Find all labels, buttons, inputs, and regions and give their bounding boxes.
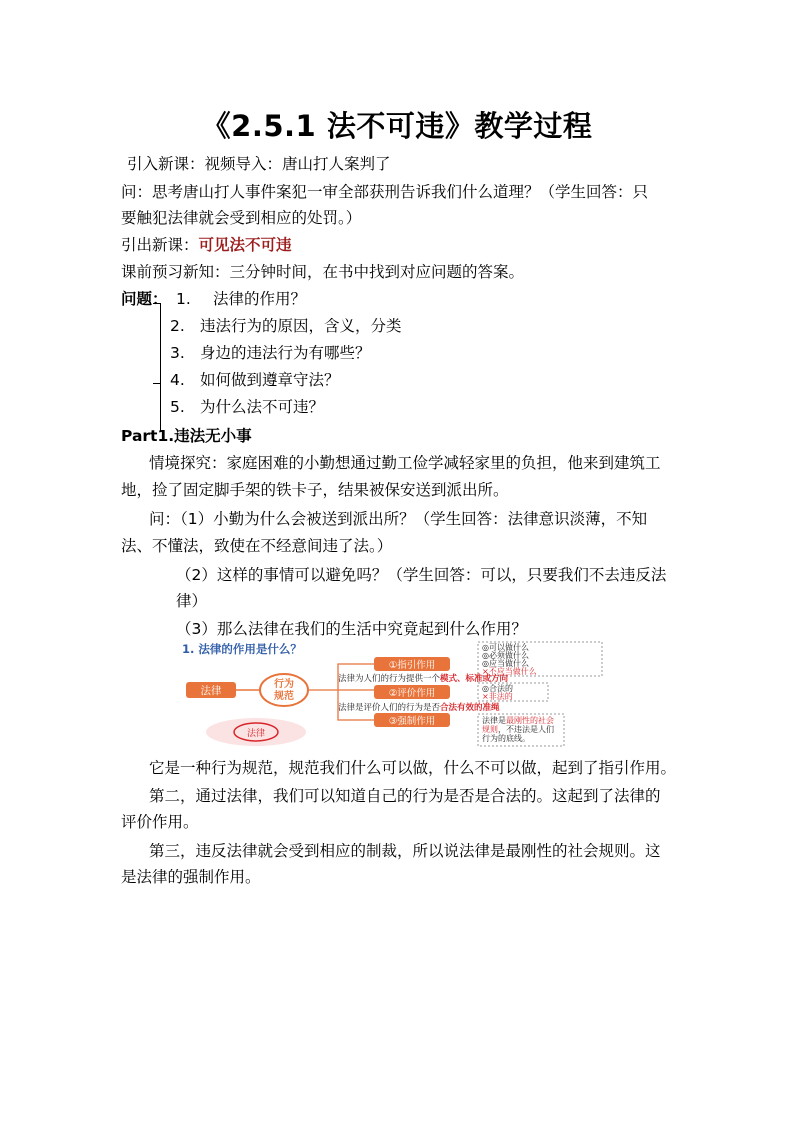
law-label: 法律 — [200, 685, 222, 697]
eval-desc-highlight: 合法有效的准绳 — [440, 703, 500, 713]
enforce-desc-1b: 最刚性的社会 — [506, 716, 554, 725]
list-item-number: 1. — [176, 290, 191, 308]
guide-label: ①指引作用 — [388, 660, 436, 671]
enforce-label: ③强制作用 — [388, 716, 436, 727]
list-item — [170, 341, 371, 365]
list-item-text: 为什么法不可违？ — [200, 398, 325, 416]
preview-line: 课前预习新知：三分钟时间，在书中找到对应问题的答案。 — [121, 263, 525, 281]
questions-label: 问题： — [121, 290, 168, 308]
eval-desc-prefix: 法律是评价人们的行为是否 — [338, 703, 441, 713]
list-item-text: 身边的违法行为有哪些？ — [200, 344, 371, 362]
list-item-number: 2. — [170, 317, 185, 335]
guide-list-item: ◎应当做什么 — [482, 659, 529, 668]
figure-heading: 1. 法律的作用是什么？ — [182, 642, 302, 656]
list-item-text: 违法行为的原因，含义，分类 — [200, 317, 402, 335]
list-item-number: 3. — [170, 344, 185, 362]
lead-line — [121, 233, 292, 257]
scenario-line-2: 地，捡了固定脚手架的铁卡子，结果被保安送到派出所。 — [121, 481, 509, 499]
scenario-line-1: 情境探究：家庭困难的小勤想通过勤工俭学减轻家里的负担，他来到建筑工 — [149, 454, 661, 472]
guide-description — [338, 673, 509, 684]
list-item — [170, 395, 324, 419]
part1-heading: Part1.违法无小事 — [121, 427, 252, 445]
enforce-desc-2b: ，不违法是人们 — [498, 725, 554, 734]
eval-description — [338, 702, 500, 713]
q1-line-1: 问：（1）小勤为什么会被送到派出所？（学生回答：法律意识淡薄，不知 — [149, 510, 648, 528]
guide-desc-prefix: 法律为人们的行为提供一个 — [338, 674, 441, 684]
bracket-tick — [153, 303, 161, 304]
list-item-text: 法律的作用？ — [213, 290, 307, 308]
list-item-number: 4. — [170, 371, 185, 389]
eval-list-item: ×非法的 — [482, 692, 513, 701]
figure-svg — [178, 640, 618, 752]
paragraph-2-line-2: 评价作用。 — [121, 813, 199, 831]
question-line-1: 问：思考唐山打人事件案犯一审全部获刑告诉我们什么道理？（学生回答：只 — [121, 183, 649, 201]
guide-list-item: ◎可以做什么 — [482, 643, 529, 652]
lead-label: 引出新课： — [121, 236, 199, 254]
list-item — [170, 368, 340, 392]
guide-list-item: ◎必须做什么 — [482, 651, 529, 660]
q2-line-2: 律） — [176, 592, 208, 610]
paragraph-2-line-1: 第二，通过法律，我们可以知道自己的行为是否是合法的。这起到了法律的 — [149, 787, 661, 805]
seal-text: 法律 — [246, 729, 266, 739]
center-label-1: 行为 — [274, 679, 294, 690]
enforce-desc-2a: 规则 — [482, 725, 498, 734]
q2-line-1: （2）这样的事情可以避免吗？（学生回答：可以，只要我们不去违反法 — [176, 566, 667, 584]
list-item — [170, 314, 402, 338]
evaluate-label: ②评价作用 — [388, 688, 436, 699]
q1-line-2: 法、不懂法，致使在不经意间违了法。） — [121, 537, 393, 555]
eval-list-item: ◎合法的 — [482, 684, 513, 693]
list-item-text: 如何做到遵章守法？ — [200, 371, 340, 389]
center-label-2: 规范 — [274, 691, 294, 702]
law-function-figure — [178, 640, 618, 752]
enforce-desc-line — [482, 715, 554, 725]
paragraph-3-line-1: 第三，违反法律就会受到相应的制裁，所以说法律是最刚性的社会规则。这 — [149, 842, 661, 860]
list-bracket — [160, 303, 165, 431]
paragraph-1: 它是一种行为规范，规范我们什么可以做，什么不可以做，起到了指引作用。 — [149, 759, 677, 777]
enforce-desc-1a: 法律是 — [482, 716, 506, 725]
list-item-number: 5. — [170, 398, 185, 416]
guide-desc-highlight: 模式、标准或方向 — [440, 674, 509, 684]
list-item — [176, 287, 306, 311]
q3-line: （3）那么法律在我们的生活中究竟起到什么作用？ — [176, 620, 527, 638]
page-title: 《2.5.1 法不可违》教学过程 — [201, 109, 593, 143]
enforce-desc-line: 行为的底线。 — [482, 734, 530, 743]
intro-line: 引入新课：视频导入：唐山打人案判了 — [127, 155, 391, 173]
paragraph-3-line-2: 是法律的强制作用。 — [121, 868, 261, 886]
guide-list-item: ×不应当做什么 — [482, 667, 537, 676]
bracket-tick — [153, 383, 161, 384]
question-line-2: 要触犯法律就会受到相应的处罚。） — [121, 209, 362, 227]
lead-value: 可见法不可违 — [198, 236, 292, 254]
